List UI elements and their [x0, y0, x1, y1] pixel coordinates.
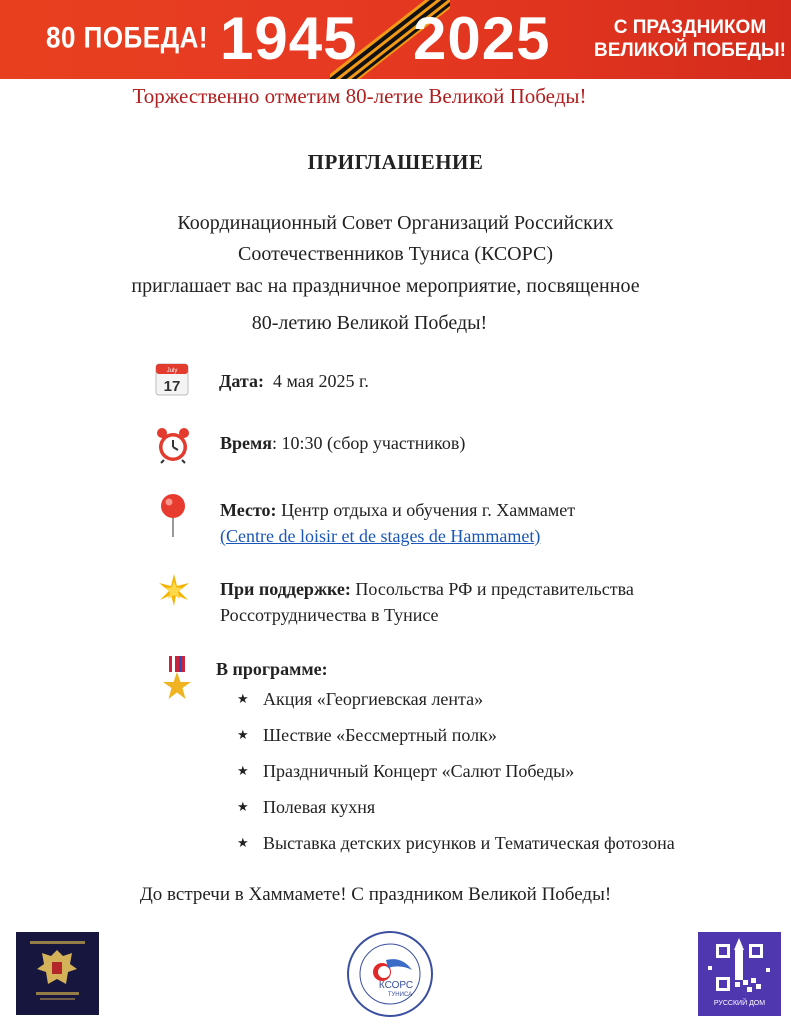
ksors-logo-text: КСОРС: [378, 980, 414, 991]
banner-greeting: [594, 16, 786, 62]
date-value: 4 мая 2025 г.: [272, 371, 369, 391]
time-value: : 10:30 (сбор участников): [272, 433, 466, 453]
list-item: [237, 686, 675, 722]
ksors-logo: [346, 930, 434, 1018]
star-bullet-icon: ★: [237, 763, 249, 778]
intro-line-1: Координационный Совет Организаций Российских: [177, 212, 614, 234]
list-item: [237, 830, 675, 866]
star-bullet-icon: ★: [237, 835, 249, 850]
program-list: [237, 686, 675, 866]
program-item-text: Выставка детских рисунков и Тематическая фотозона: [263, 833, 675, 853]
banner-year-2025: 2025: [413, 5, 551, 72]
invitation-heading: ПРИГЛАШЕНИЕ: [307, 150, 484, 174]
star-bullet-icon: ★: [237, 691, 249, 706]
header-banner: [0, 0, 791, 79]
subtitle: Торжественно отметим 80-летие Великой Победы!: [132, 84, 587, 108]
alarm-clock-icon: [155, 426, 191, 464]
closing-text: До встречи в Хаммамете! С праздником Великой Победы!: [139, 884, 612, 905]
map-pin-icon: [158, 492, 188, 538]
program-item-text: Полевая кухня: [263, 797, 376, 817]
support-label: При поддержке:: [220, 579, 351, 599]
list-item: [237, 722, 675, 758]
star-bullet-icon: ★: [237, 799, 249, 814]
medal-icon: [161, 656, 193, 702]
calendar-icon: [155, 362, 189, 396]
support-value-line1: Посольства РФ и представительства: [355, 579, 634, 599]
program-item-text: Акция «Георгиевская лента»: [263, 689, 484, 709]
place-row: [220, 497, 575, 549]
intro-line-3: приглашает вас на праздничное мероприятие, посвященное: [131, 275, 640, 297]
calendar-day: 17: [163, 378, 181, 395]
date-label: Дата:: [219, 371, 264, 391]
list-item: [237, 758, 675, 794]
list-item: [237, 794, 675, 830]
intro-line-2: Соотечественников Туниса (КСОРС): [238, 243, 553, 265]
time-label: Время: [220, 433, 273, 453]
russian-house-logo: [698, 932, 781, 1016]
place-label: Место:: [220, 500, 277, 520]
glowing-star-icon: [157, 573, 191, 607]
intro-line-4: 80-летию Великой Победы!: [251, 312, 488, 334]
calendar-month: July: [166, 368, 178, 374]
banner-greeting-line1: С ПРАЗДНИКОМ: [613, 17, 767, 38]
program-item-text: Шествие «Бессмертный полк»: [263, 725, 497, 745]
banner-greeting-line2: ВЕЛИКОЙ ПОБЕДЫ!: [594, 40, 786, 61]
place-value: Центр отдыха и обучения г. Хаммамет: [281, 500, 576, 520]
program-item-text: Праздничный Концерт «Салют Победы»: [263, 761, 575, 781]
date-row: [219, 368, 369, 394]
star-bullet-icon: ★: [237, 727, 249, 742]
banner-year-1945: 1945: [220, 5, 358, 72]
embassy-logo: [16, 932, 99, 1015]
support-value-line2: Россотрудничества в Тунисе: [220, 605, 439, 625]
russian-house-text: РУССКИЙ ДОМ: [713, 1000, 766, 1007]
embassy-emblem-icon: [16, 932, 99, 1015]
place-link[interactable]: (Centre de loisir et de stages de Hammamet): [220, 526, 541, 546]
banner-80-pobeda: 80 ПОБЕДА!: [46, 19, 209, 55]
program-label: В программе:: [216, 659, 328, 679]
ksors-logo-sub: ТУНИСА: [387, 992, 413, 998]
program-row: [216, 656, 328, 682]
time-row: [220, 430, 465, 456]
support-row: [220, 576, 634, 628]
